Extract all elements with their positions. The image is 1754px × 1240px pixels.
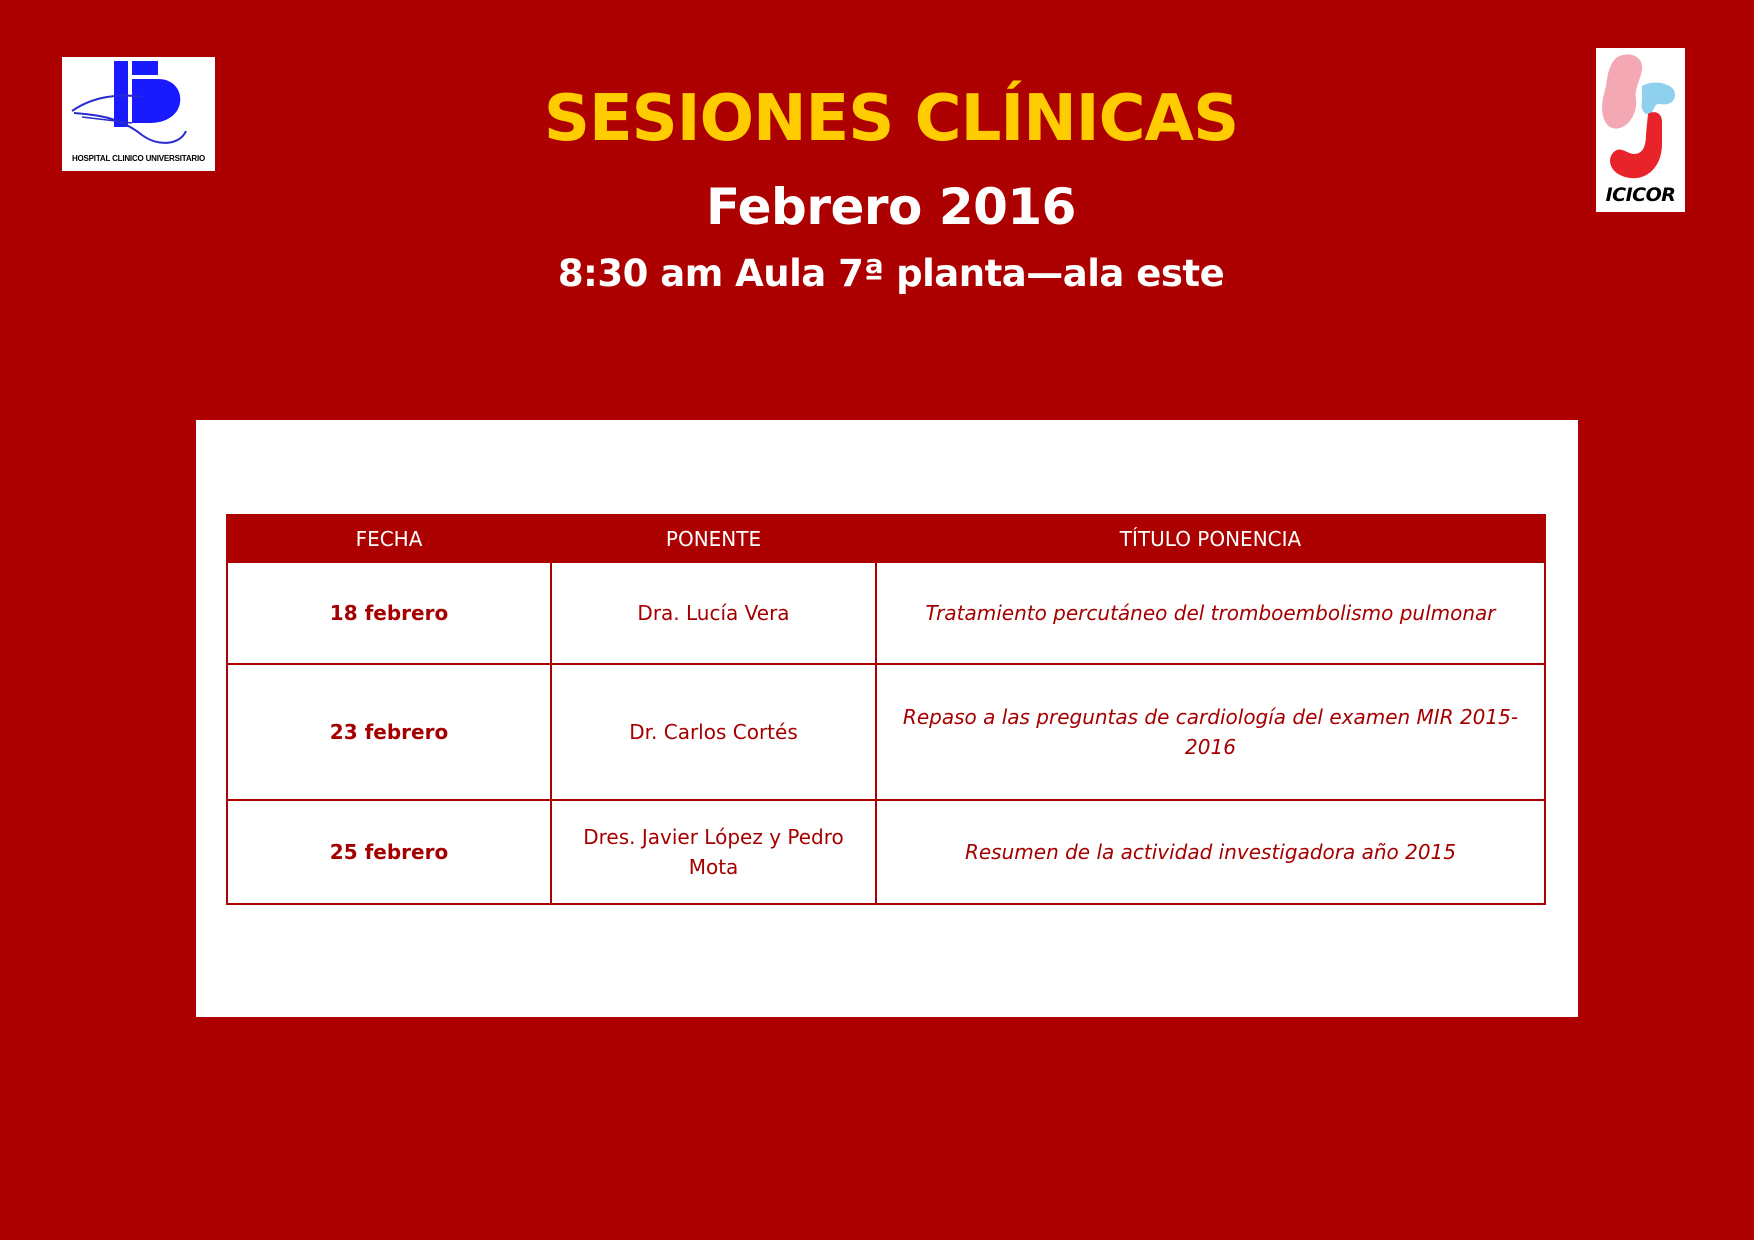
- schedule-table: [226, 514, 1546, 905]
- table-row: [227, 562, 1545, 664]
- icicor-logo-text: ICICOR: [1605, 184, 1676, 206]
- page-subtitle: Febrero 2016: [706, 178, 1076, 236]
- page-title: SESIONES CLÍNICAS: [543, 82, 1239, 156]
- row-talk-title: Tratamiento percutáneo del tromboembolismo pulmonar: [876, 562, 1545, 664]
- row-speaker: Dra. Lucía Vera: [551, 562, 876, 664]
- header-titulo: TÍTULO PONENCIA: [876, 515, 1545, 562]
- table-header-row: [227, 515, 1545, 562]
- row-date: 25 febrero: [227, 800, 551, 904]
- row-date: 23 febrero: [227, 664, 551, 800]
- row-speaker: Dres. Javier López y Pedro Mota: [551, 800, 876, 904]
- row-talk-title: Repaso a las preguntas de cardiología del examen MIR 2015-2016: [876, 664, 1545, 800]
- header-fecha: FECHA: [227, 515, 551, 562]
- schedule-panel: [196, 420, 1578, 1017]
- table-row: [227, 800, 1545, 904]
- session-location: 8:30 am Aula 7ª planta—ala este: [557, 252, 1225, 295]
- hospital-logo-text: HOSPITAL CLINICO UNIVERSITARIO: [71, 154, 206, 163]
- header-ponente: PONENTE: [551, 515, 876, 562]
- table-row: [227, 664, 1545, 800]
- row-date: 18 febrero: [227, 562, 551, 664]
- row-talk-title: Resumen de la actividad investigadora año 2015: [876, 800, 1545, 904]
- row-speaker: Dr. Carlos Cortés: [551, 664, 876, 800]
